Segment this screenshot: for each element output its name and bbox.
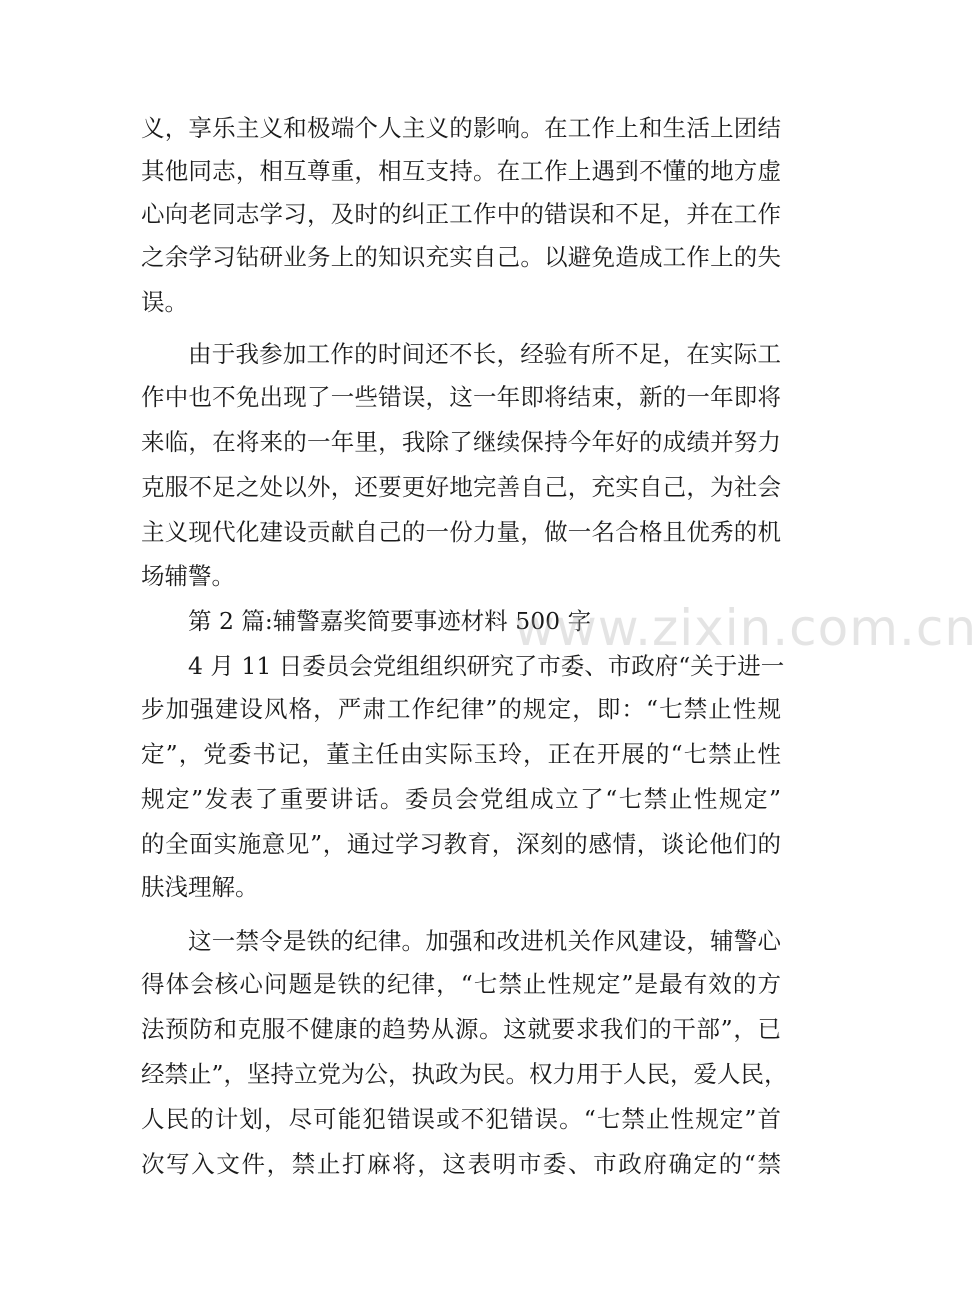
text-line: 其他同志，相互尊重，相互支持。在工作上遇到不懂的地方虚 bbox=[141, 157, 781, 185]
text-line: 经禁止”，坚持立党为公，执政为民。权力用于人民，爱人民， bbox=[141, 1060, 788, 1088]
section-heading: 第 2 篇:辅警嘉奖简要事迹材料 500 字 bbox=[188, 607, 592, 635]
text-line: 的全面实施意见”，通过学习教育，深刻的感情，谈论他们的 bbox=[141, 830, 781, 858]
text-line: 主义现代化建设贡献自己的一份力量，做一名合格且优秀的机 bbox=[141, 518, 781, 546]
text-line: 次写入文件，禁止打麻将，这表明市委、市政府确定的“禁 bbox=[141, 1150, 781, 1178]
text-line: 步加强建设风格，严肃工作纪律”的规定，即：“七禁止性规 bbox=[141, 695, 781, 723]
text-line: 规定”发表了重要讲话。委员会党组成立了“七禁止性规定” bbox=[141, 785, 781, 813]
text-line: 作中也不免出现了一些错误，这一年即将结束，新的一年即将 bbox=[141, 383, 781, 411]
watermark: www.zixin.com.cn bbox=[514, 599, 977, 657]
text-line: 由于我参加工作的时间还不长，经验有所不足，在实际工 bbox=[188, 340, 781, 368]
text-line: 误。 bbox=[141, 288, 188, 316]
text-line: 4 月 11 日委员会党组组织研究了市委、市政府“关于进一 bbox=[188, 652, 785, 680]
text-line: 定”，党委书记，董主任由实际玉玲，正在开展的“七禁止性 bbox=[141, 740, 781, 768]
text-line: 得体会核心问题是铁的纪律，“七禁止性规定”是最有效的方 bbox=[141, 970, 781, 998]
text-line: 心向老同志学习，及时的纠正工作中的错误和不足，并在工作 bbox=[141, 200, 781, 228]
text-line: 场辅警。 bbox=[141, 562, 235, 590]
text-line: 克服不足之处以外，还要更好地完善自己，充实自己，为社会 bbox=[141, 473, 781, 501]
text-line: 法预防和克服不健康的趋势从源。这就要求我们的干部”，已 bbox=[141, 1015, 781, 1043]
text-line: 肤浅理解。 bbox=[141, 873, 259, 901]
text-line: 之余学习钻研业务上的知识充实自己。以避免造成工作上的失 bbox=[141, 243, 781, 271]
text-line: 来临，在将来的一年里，我除了继续保持今年好的成绩并努力 bbox=[141, 428, 781, 456]
text-line: 这一禁令是铁的纪律。加强和改进机关作风建设，辅警心 bbox=[188, 927, 781, 955]
text-line: 人民的计划，尽可能犯错误或不犯错误。“七禁止性规定”首 bbox=[141, 1105, 781, 1133]
text-line: 义，享乐主义和极端个人主义的影响。在工作上和生活上团结 bbox=[141, 114, 781, 142]
